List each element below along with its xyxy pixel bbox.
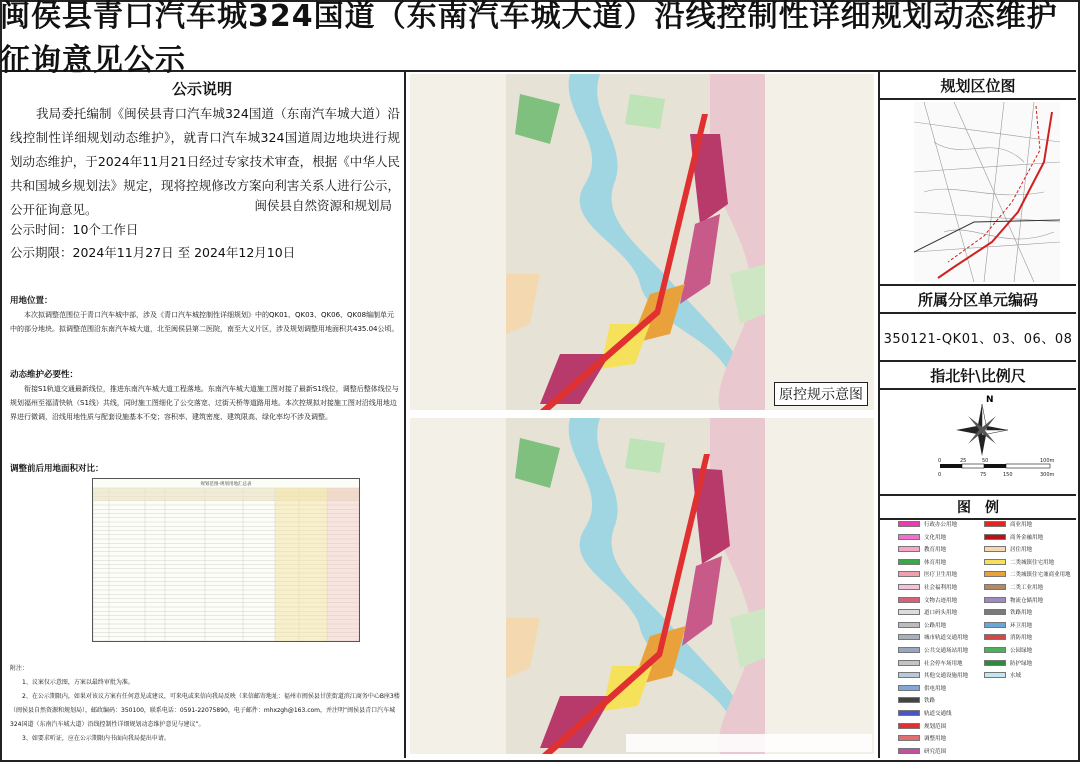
note-3: 3、如要求听证，应在公示期限内书面向我局提出申请。 [22, 735, 170, 742]
legend-label: 教育用地 [924, 547, 947, 554]
legend-item [984, 608, 1032, 616]
map-column [406, 72, 878, 758]
legend-label: 其他交通设施用地 [924, 673, 969, 680]
legend-label: 物流仓储用地 [1010, 597, 1044, 604]
legend-item [984, 558, 1054, 566]
scale-tick: 25 [960, 458, 967, 464]
legend-swatch [898, 534, 920, 540]
notes-block [10, 662, 402, 746]
legend-swatch [898, 672, 920, 678]
legend-swatch [984, 672, 1006, 678]
legend-label: 居住用地 [1010, 547, 1033, 554]
legend-item [898, 621, 946, 629]
legend-swatch [898, 546, 920, 552]
revised-plan-map [410, 418, 874, 754]
legend-item [984, 671, 1021, 679]
legend-item [984, 621, 1032, 629]
legend-item [898, 696, 935, 704]
legend-item [898, 608, 957, 616]
legend-heading: 图 例 [880, 496, 1076, 520]
location-map [914, 102, 1060, 282]
legend-swatch [898, 521, 920, 527]
legend-label: 规划范围 [924, 723, 947, 730]
info-column [878, 72, 1076, 758]
location-text: 本次拟调整范围位于青口汽车城中部，涉及《青口汽车城控制性详细规划》中的QK01、QK03、QK06、QK08编制单元中的部分地块。拟调整范围沿东南汽车城大道，北至闽侯县第二医院，南至大义片区，涉及规划调整用地面积共435.04公顷。 [10, 311, 399, 333]
legend-label: 研究范围 [924, 748, 947, 755]
legend-label: 公共交通场站用地 [924, 648, 969, 654]
publicity-period: 公示期限：2024年11月27日 至 2024年12月10日 [10, 245, 296, 260]
legend-item [984, 646, 1032, 654]
legend-label: 医疗卫生用地 [924, 572, 958, 579]
legend-swatch [898, 622, 920, 628]
scale-tick: 0 [938, 458, 942, 464]
land-area-table [92, 478, 360, 642]
legend-swatch [984, 534, 1006, 540]
legend-item [898, 570, 957, 578]
legend-item [898, 545, 946, 553]
legend-swatch [898, 685, 920, 691]
legend-label: 防护绿地 [1010, 660, 1033, 667]
legend-item [898, 596, 957, 604]
legend-swatch [898, 723, 920, 729]
notice-body: 我局委托编制《闽侯县青口汽车城324国道（东南汽车城大道）沿线控制性详细规划动态维护》，就青口汽车城324国道周边地块进行规划动态维护，于2024年11月21日经过专家技术审查，根据《中华人民共和国城乡规划法》规定，现将控规修改方案向利害关系人进行公示，公开征询意见。 [10, 106, 400, 217]
original-plan-map [410, 74, 874, 410]
legend-swatch [984, 660, 1006, 666]
notes-heading: 附注： [10, 665, 29, 672]
legend-swatch [984, 546, 1006, 552]
legend-label: 行政办公用地 [924, 522, 958, 528]
legend-swatch [898, 634, 920, 640]
legend-label: 公路用地 [924, 622, 947, 629]
legend-swatch [898, 609, 920, 615]
necessity-text: 衔接S1轨道交通最新线位，推进东南汽车城大道工程落地。东南汽车城大道施工图对接了最新S1线位，调整后整体线位与规划福州至福清快轨（S1线）共线，同时施工图细化了公交落宽、过街天桥等道路用地。本次控规拟对接施工图对沿线用地边界进行微调，沿线用地性质与配套设施基本不变；容积率、建筑密度、建筑限高、绿化率均不涉及调整。 [10, 385, 399, 421]
legend-item [898, 633, 968, 641]
legend-item [984, 596, 1043, 604]
legend-label: 社会福利用地 [924, 585, 958, 591]
scale-bar [940, 464, 1050, 468]
legend-label: 社会停车场用地 [924, 660, 963, 667]
notice-column [0, 72, 406, 758]
legend-swatch [984, 571, 1006, 577]
legend-item [898, 671, 968, 679]
legend-item [898, 684, 946, 692]
legend-item [898, 646, 968, 654]
legend-swatch [898, 660, 920, 666]
legend-swatch [898, 735, 920, 741]
compass-scale [880, 390, 1076, 494]
legend-label: 消防用地 [1010, 635, 1033, 642]
original-plan-label: 原控规示意图 [774, 382, 868, 406]
legend-label: 二类城镇住宅兼商业用地 [1010, 572, 1071, 579]
scale-tick: 50 [982, 458, 989, 464]
location-map-heading: 规划区位图 [880, 72, 1076, 100]
legend-item [984, 633, 1032, 641]
legend-swatch [898, 748, 920, 754]
legend-label: 城市轨道交通用地 [924, 635, 969, 642]
legend-label: 供电用地 [924, 685, 947, 692]
compass-heading: 指北针\比例尺 [880, 362, 1076, 390]
legend-label: 文化用地 [924, 534, 947, 541]
table-caption: 规划范围-规划用地汇总表 [200, 482, 252, 487]
legend-item [898, 558, 946, 566]
legend-label: 轨道交通线 [924, 711, 952, 717]
scale-tick: 150 [1003, 472, 1013, 478]
legend-swatch [898, 571, 920, 577]
legend-item [898, 583, 957, 591]
note-2: 2、在公示期限内，如果对该议方案有任何意见或建议，可来电或来信向我局反映（来信邮寄地址：福州市闽侯县甘蔗街道滨江商务中心B座3楼（闽侯县自然资源和规划局），邮政编码：350100，联系电话：0591-22075890，电子邮件：mhxzgh@163.com，并注明“闽侯县青口汽车城324国道（东南汽车城大道）沿线控制性详细规划动态维护意见与建议”。 [10, 693, 400, 728]
legend-swatch [984, 634, 1006, 640]
notice-signature: 闽侯县自然资源和规划局 [254, 198, 392, 213]
legend-label: 铁路 [924, 698, 936, 705]
legend-swatch [984, 622, 1006, 628]
legend-item [898, 520, 957, 528]
legend-label: 二类城镇住宅用地 [1010, 559, 1055, 566]
note-1: 1、议案仅示意图，方案以最终审批为准。 [22, 679, 134, 686]
legend-swatch [898, 647, 920, 653]
revised-plan-map-graphic [410, 418, 874, 754]
legend-swatch [984, 597, 1006, 603]
legend-label: 体育用地 [924, 559, 947, 566]
page-title: 闽侯县青口汽车城324国道（东南汽车城大道）沿线控制性详细规划动态维护征询意见公示 [0, 0, 1076, 72]
legend-label: 公园绿地 [1010, 648, 1033, 654]
legend-swatch [898, 597, 920, 603]
legend-item [898, 734, 946, 742]
legend-swatch [984, 647, 1006, 653]
legend-item [898, 709, 952, 717]
necessity-heading: 动态维护必要性： [10, 370, 79, 380]
legend-label: 水域 [1010, 673, 1022, 680]
legend-label: 商务金融用地 [1010, 534, 1044, 541]
legend-label: 铁路用地 [1010, 610, 1033, 617]
legend-item [898, 722, 946, 730]
legend-label: 道口码头用地 [924, 610, 958, 617]
legend-label: 调整用地 [924, 736, 947, 743]
land-area-table-graphic [93, 479, 359, 641]
legend-item [984, 583, 1043, 591]
table-heading: 调整前后用地面积对比： [10, 464, 104, 474]
location-heading: 用地位置： [10, 296, 53, 306]
location-map-graphic [914, 102, 1060, 282]
legend-item [984, 533, 1043, 541]
scale-tick: 100m [1040, 458, 1055, 464]
legend-swatch [898, 697, 920, 703]
legend-swatch [898, 710, 920, 716]
unit-code-heading: 所属分区单元编码 [880, 286, 1076, 314]
publicity-time: 公示时间：10个工作日 [10, 222, 139, 237]
legend-item [984, 570, 1071, 578]
legend-swatch [984, 584, 1006, 590]
notice-heading: 公示说明 [171, 80, 232, 98]
original-plan-map-graphic [410, 74, 874, 410]
legend-swatch [898, 559, 920, 565]
legend-item [984, 659, 1032, 667]
legend-label: 文物古迹用地 [924, 597, 958, 604]
unit-code-value: 350121-QK01、03、06、08 [883, 332, 1073, 347]
compass-graphic [880, 390, 1076, 494]
legend-item [984, 545, 1032, 553]
legend-swatch [984, 559, 1006, 565]
legend-item [898, 659, 963, 667]
legend-item [898, 747, 946, 755]
scale-tick: 300m [1040, 472, 1055, 478]
compass-rose-icon [956, 404, 1008, 456]
legend-item [898, 533, 946, 541]
legend-label: 商业用地 [1010, 522, 1033, 528]
legend-swatch [898, 584, 920, 590]
legend-label: 环卫用地 [1010, 622, 1033, 629]
legend-label: 二类工业用地 [1010, 585, 1044, 591]
legend-item [984, 520, 1032, 528]
legend-swatch [984, 521, 1006, 527]
legend-swatch [984, 609, 1006, 615]
scale-tick: 75 [980, 472, 987, 478]
north-label: N [986, 395, 994, 405]
scale-tick: 0 [938, 472, 942, 478]
